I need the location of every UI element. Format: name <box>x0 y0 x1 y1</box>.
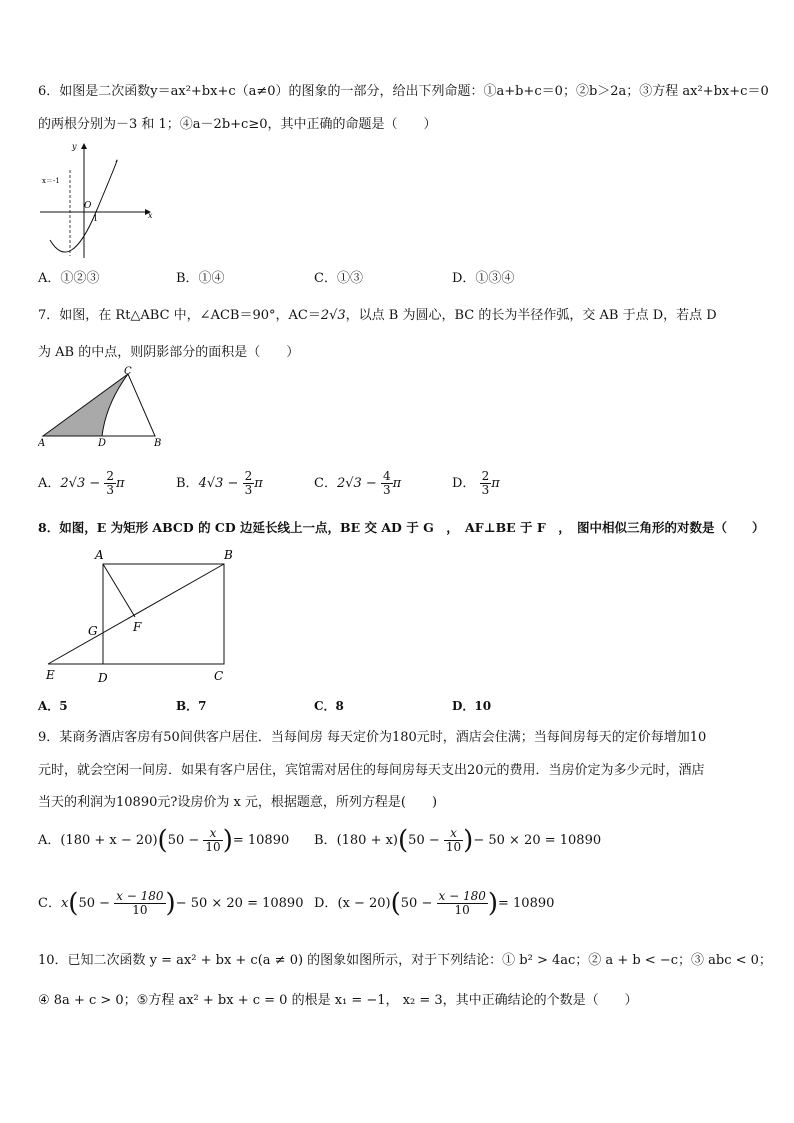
q7-option-b[interactable] <box>176 470 263 497</box>
q7-option-b-frac: $\frac{2}{3}$ <box>244 469 253 497</box>
q9-option-b[interactable]: B．(180 + x)(50 − $\frac{x}{10}$ )− 50 × 20 = 10890 <box>314 825 602 856</box>
q10-line2: ④ 8a + c > 0；⑤方程 ax² + bx + c = 0 的根是 x₁ = −1， x₂ = 3，其中正确结论的个数是（ ） <box>38 993 638 1008</box>
q9-option-a[interactable]: A．(180 + x − 20)(50 − $\frac{x}{10}$ )= 10890 <box>38 825 290 856</box>
q9-option-c-frac: $\frac{x - 180}{10}$ <box>116 889 164 917</box>
q6-option-b[interactable]: B．①④ <box>176 271 225 286</box>
q8-label-a: A <box>95 548 104 562</box>
q9-option-b-pre: (180 + x) <box>336 833 399 848</box>
q7-triangle-figure <box>38 366 168 448</box>
q9-option-d-post: = 10890 <box>498 896 555 911</box>
q7-option-d-post: π <box>491 476 500 491</box>
q8-option-b[interactable]: B．7 <box>176 699 207 713</box>
q6-option-c[interactable]: C．①③ <box>314 271 363 286</box>
q7-option-a-label: A． <box>38 476 61 491</box>
q6-parabola-figure <box>38 140 158 265</box>
q7-line1-a: 7．如图，在 Rt△ABC 中，∠ACB＝90°，AC＝ <box>38 308 321 323</box>
q7-option-d-frac: $\frac{2}{3}$ <box>481 469 490 497</box>
q7-option-b-post: π <box>254 476 263 491</box>
q9-option-d-pre: (x − 20) <box>337 896 391 911</box>
q6-one-label: 1 <box>93 214 99 223</box>
q9-option-b-label: B． <box>314 833 337 848</box>
q8-line-af <box>103 564 135 617</box>
q6-x-label: x <box>148 211 153 220</box>
q9-option-c-inner: 50 − <box>78 896 111 911</box>
q7-option-a-pre: 2√3 − <box>60 476 101 491</box>
q7-ac-value: 2√3 <box>320 308 346 323</box>
q6-line1: 6．如图是二次函数y＝ax²+bx+c（a≠0）的图象的一部分，给出下列命题：①a+b+c＝0；②b＞2a；③方程 ax²+bx+c＝0 <box>38 84 769 99</box>
q7-label-d: D <box>98 438 107 448</box>
q8-label-c: C <box>214 669 224 683</box>
q9-option-c-post: − 50 × 20 = 10890 <box>175 896 304 911</box>
q7-line1 <box>38 308 717 324</box>
q7-label-b: B <box>154 438 162 448</box>
q8-label-f: F <box>133 620 142 634</box>
q8-option-d[interactable]: D．10 <box>452 699 492 713</box>
q7-option-c-frac: $\frac{4}{3}$ <box>382 469 391 497</box>
q7-option-c-post: π <box>392 476 402 491</box>
q8-option-a[interactable]: A．5 <box>38 699 68 713</box>
q9-option-a-post: = 10890 <box>232 833 290 848</box>
q8-label-e: E <box>46 668 55 682</box>
q9-option-d-inner: 50 − <box>400 896 433 911</box>
q8-line1: 8．如图，E 为矩形 ABCD 的 CD 边延长线上一点，BE 交 AD 于 G ， AF⊥BE 于 F ， 图中相似三角形的对数是（ ） <box>38 520 765 535</box>
q7-option-a-frac: $\frac{2}{3}$ <box>106 469 115 497</box>
q9-option-b-inner: 50 − <box>408 833 440 848</box>
q9-line3: 当天的利润为10890元?设房价为 x 元，根据题意，所列方程是( ) <box>38 795 438 810</box>
q9-option-a-inner: 50 − <box>167 833 200 848</box>
q9-option-a-label: A． <box>38 833 61 848</box>
q8-label-g: G <box>88 624 98 638</box>
q7-option-c-pre: 2√3 − <box>336 476 377 491</box>
q9-option-c[interactable]: C．x(50 − $\frac{x - 180}{10}$ )− 50 × 20 = 10890 <box>38 888 304 919</box>
q7-option-d-label: D． <box>452 476 476 491</box>
q9-option-b-frac: $\frac{x}{10}$ <box>445 826 462 854</box>
q7-label-c: C <box>124 366 132 377</box>
q7-option-b-label: B． <box>176 476 199 491</box>
q7-option-c-label: C． <box>314 476 337 491</box>
q7-label-a: A <box>38 438 46 448</box>
q6-origin-label: O <box>84 201 92 211</box>
q6-line2: 的两根分别为－3 和 1；④a－2b+c≥0，其中正确的命题是（ ） <box>38 117 437 132</box>
q9-line1: 9．某商务酒店客房有50间供客户居住．当每间房 每天定价为180元时，酒店会住满；当每间房每天的定价每增加10 <box>38 730 707 745</box>
q7-line1-b: ，以点 B 为圆心，BC 的长为半径作弧，交 AB 于点 D，若点 D <box>345 308 717 323</box>
q7-option-b-pre: 4√3 − <box>198 476 239 491</box>
q9-option-c-pre: x <box>60 896 69 911</box>
q6-vline-label: x＝-1 <box>42 177 60 185</box>
q9-option-b-post: − 50 × 20 = 10890 <box>473 833 602 848</box>
q8-rectangle-figure <box>38 545 248 687</box>
q6-option-a[interactable]: A．①②③ <box>38 271 100 286</box>
q9-line2: 元时，就会空闲一间房．如果有客户居住，宾馆需对居住的每间房每天支出20元的费用．当房价定为多少元时，酒店 <box>38 763 705 778</box>
q6-y-label: y <box>72 142 77 151</box>
q9-option-d-label: D． <box>314 896 338 911</box>
q9-option-c-label: C． <box>38 896 61 911</box>
q9-option-a-pre: (180 + x − 20) <box>60 833 158 848</box>
q9-option-d[interactable]: D．(x − 20)(50 − $\frac{x - 180}{10}$ )= 10890 <box>314 888 555 919</box>
q7-option-d[interactable] <box>452 470 500 497</box>
q7-option-a[interactable] <box>38 470 125 497</box>
q7-option-a-post: π <box>116 476 125 491</box>
q8-label-b: B <box>224 548 233 562</box>
q10-line1: 10．已知二次函数 y = ax² + bx + c(a ≠ 0) 的图象如图所示，对于下列结论：① b² > 4ac；② a + b < −c；③ abc < 0； <box>38 953 772 968</box>
q7-option-c[interactable] <box>314 470 401 497</box>
q9-option-d-frac: $\frac{x - 180}{10}$ <box>438 889 486 917</box>
q8-option-c[interactable]: C．8 <box>314 699 344 713</box>
q7-line2: 为 AB 的中点，则阴影部分的面积是（ ） <box>38 345 300 360</box>
q8-line-be <box>48 564 224 664</box>
q6-option-d[interactable]: D．①③④ <box>452 271 515 286</box>
q8-label-d: D <box>98 671 108 685</box>
q9-option-a-frac: $\frac{x}{10}$ <box>205 826 221 854</box>
q8-rectangle <box>103 564 224 664</box>
